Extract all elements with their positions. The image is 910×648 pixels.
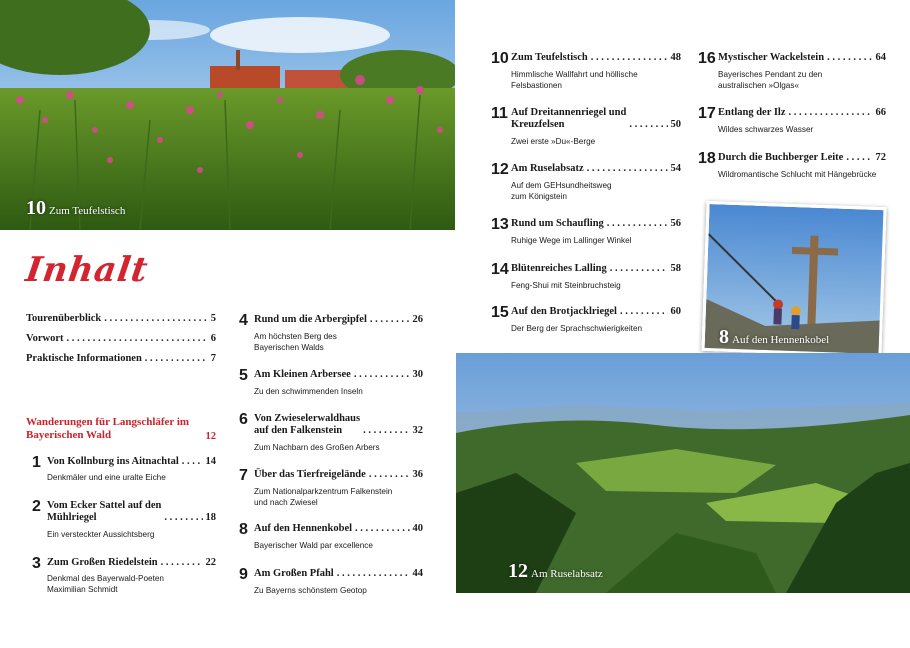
- tour-title: Blütenreiches Lalling: [511, 263, 607, 274]
- tour-title: Am Großen Pfahl: [254, 568, 334, 579]
- tour-subtitle: Wildes schwarzes Wasser: [718, 125, 814, 134]
- tour-subtitle: Denkmal des Bayerwald-Poeten Maximilian Schmidt: [47, 574, 164, 594]
- tour-subtitle: Bayerischer Wald par excellence: [254, 541, 373, 550]
- tour-title: Auf den Brotjacklriegel: [511, 306, 617, 317]
- toc-item-praktische-informationen[interactable]: [26, 353, 216, 364]
- tour-subtitle: Denkmäler und eine uralte Eiche: [47, 473, 166, 482]
- tour-number: 12: [491, 161, 509, 178]
- tour-page: 66: [875, 107, 886, 118]
- tour-page: 56: [670, 218, 681, 229]
- tour-number: 16: [698, 50, 716, 67]
- tour-page: 54: [670, 163, 681, 174]
- toc-label: Tourenüberblick: [26, 313, 102, 324]
- tour-subtitle: Am höchsten Berg des Bayerischen Walds: [254, 332, 337, 352]
- tour-number: 7: [239, 467, 248, 484]
- tour-number: 2: [32, 498, 41, 515]
- toc-label: Vorwort: [26, 333, 64, 344]
- tour-title: Mystischer Wackelstein: [718, 52, 825, 63]
- photo-caption-teufelstisch: [26, 197, 125, 220]
- tour-number: 5: [239, 367, 248, 384]
- tour-page: 30: [412, 369, 423, 380]
- tour-subtitle: Auf dem GEHsundheitsweg zum Königstein: [511, 181, 612, 201]
- tour-page: 36: [412, 469, 423, 480]
- tour-number: 4: [239, 312, 248, 329]
- tour-subtitle: Wildromantische Schlucht mit Hängebrücke: [718, 170, 877, 179]
- toc-item-vorwort[interactable]: [26, 333, 216, 344]
- tour-page: 50: [670, 119, 681, 130]
- tour-page: 72: [875, 152, 886, 163]
- photo-landscape: [456, 353, 910, 593]
- tour-subtitle: Himmlische Wallfahrt und höllische Felsbastionen: [511, 70, 638, 90]
- tour-subtitle: Zu den schwimmenden Inseln: [254, 387, 363, 396]
- caption-text: Zum Teufelstisch: [49, 205, 126, 217]
- tour-subtitle: Bayerisches Pendant zu den australischen »Olgas«: [718, 70, 823, 90]
- toc-page: 5: [210, 313, 216, 324]
- tour-title: Entlang der Ilz: [718, 107, 786, 118]
- tour-title: Auf Dreitannenriegel und Kreuzfelsen: [511, 107, 627, 130]
- tour-title: Durch die Buchberger Leite: [718, 152, 844, 163]
- tour-number: 6: [239, 411, 248, 428]
- tour-subtitle: Feng-Shui mit Steinbruchsteig: [511, 281, 621, 290]
- tour-subtitle: Zwei erste »Du«-Berge: [511, 137, 596, 146]
- tour-title: Über das Tierfreigelände: [254, 469, 366, 480]
- tour-page: 58: [670, 263, 681, 274]
- tour-title: Von Kollnburg ins Aitnachtal: [47, 456, 179, 467]
- toc-page: 6: [210, 333, 216, 344]
- tour-page: 32: [412, 425, 423, 436]
- tour-title: Vom Ecker Sattel auf den Mühlriegel: [47, 500, 162, 523]
- tour-page: 14: [205, 456, 216, 467]
- photo-caption-ruselabsatz: [508, 560, 603, 583]
- tour-title: Auf den Hennenkobel: [254, 523, 353, 534]
- tour-subtitle: Zum Nationalparkzentrum Falkenstein und nach Zwiesel: [254, 487, 393, 507]
- tour-number: 3: [32, 555, 41, 572]
- tour-page: 60: [670, 306, 681, 317]
- section-heading: [26, 416, 216, 442]
- tour-subtitle: Zum Nachbarn des Großen Arbers: [254, 443, 380, 452]
- tour-subtitle: Ruhige Wege im Lallinger Winkel: [511, 236, 632, 245]
- tour-subtitle: Der Berg der Sprachschwierigkeiten: [511, 324, 643, 333]
- tour-page: 44: [412, 568, 423, 579]
- section-title: Wanderungen für Langschläfer im Bayerischen Wald: [26, 416, 190, 441]
- toc-label: Praktische Informationen: [26, 353, 142, 364]
- tour-title: Zum Großen Riedelstein: [47, 557, 158, 568]
- tour-page: 26: [412, 314, 423, 325]
- tour-number: 14: [491, 261, 509, 278]
- tour-page: 64: [875, 52, 886, 63]
- caption-number: 8: [719, 326, 729, 348]
- tour-page: 40: [412, 523, 423, 534]
- tour-title: Am Kleinen Arbersee: [254, 369, 351, 380]
- tour-title: Rund um die Arbergipfel: [254, 314, 367, 325]
- caption-number: 12: [508, 560, 528, 582]
- toc-page: 7: [210, 353, 216, 364]
- tour-number: 13: [491, 216, 509, 233]
- caption-text: Am Ruselabsatz: [531, 568, 603, 580]
- tour-number: 18: [698, 150, 716, 167]
- tour-number: 15: [491, 304, 509, 321]
- tour-title: Rund um Schaufling: [511, 218, 604, 229]
- tour-number: 8: [239, 521, 248, 538]
- caption-number: 10: [26, 197, 46, 219]
- tour-subtitle: Ein versteckter Aussichtsberg: [47, 530, 155, 539]
- tour-number: 9: [239, 566, 248, 583]
- caption-text: Auf den Hennenkobel: [732, 334, 830, 346]
- tour-number: 10: [491, 50, 509, 67]
- tour-subtitle: Zu Bayerns schönstem Geotop: [254, 586, 367, 595]
- toc-item-tourenueberblick[interactable]: [26, 313, 216, 324]
- page-title: Inhalt: [23, 250, 151, 290]
- tour-page: 18: [205, 512, 216, 523]
- tour-title: Von Zwieselerwaldhaus auf den Falkenstein: [254, 413, 361, 436]
- tour-page: 48: [670, 52, 681, 63]
- tour-title: Am Ruselabsatz: [511, 163, 584, 174]
- photo-meadow: [0, 0, 455, 230]
- photo-caption-hennenkobel: [719, 326, 829, 349]
- tour-page: 22: [205, 557, 216, 568]
- tour-title: Zum Teufelstisch: [511, 52, 588, 63]
- section-page: 12: [205, 431, 216, 442]
- tour-number: 1: [32, 454, 41, 471]
- tour-number: 17: [698, 105, 716, 122]
- tour-number: 11: [491, 105, 508, 122]
